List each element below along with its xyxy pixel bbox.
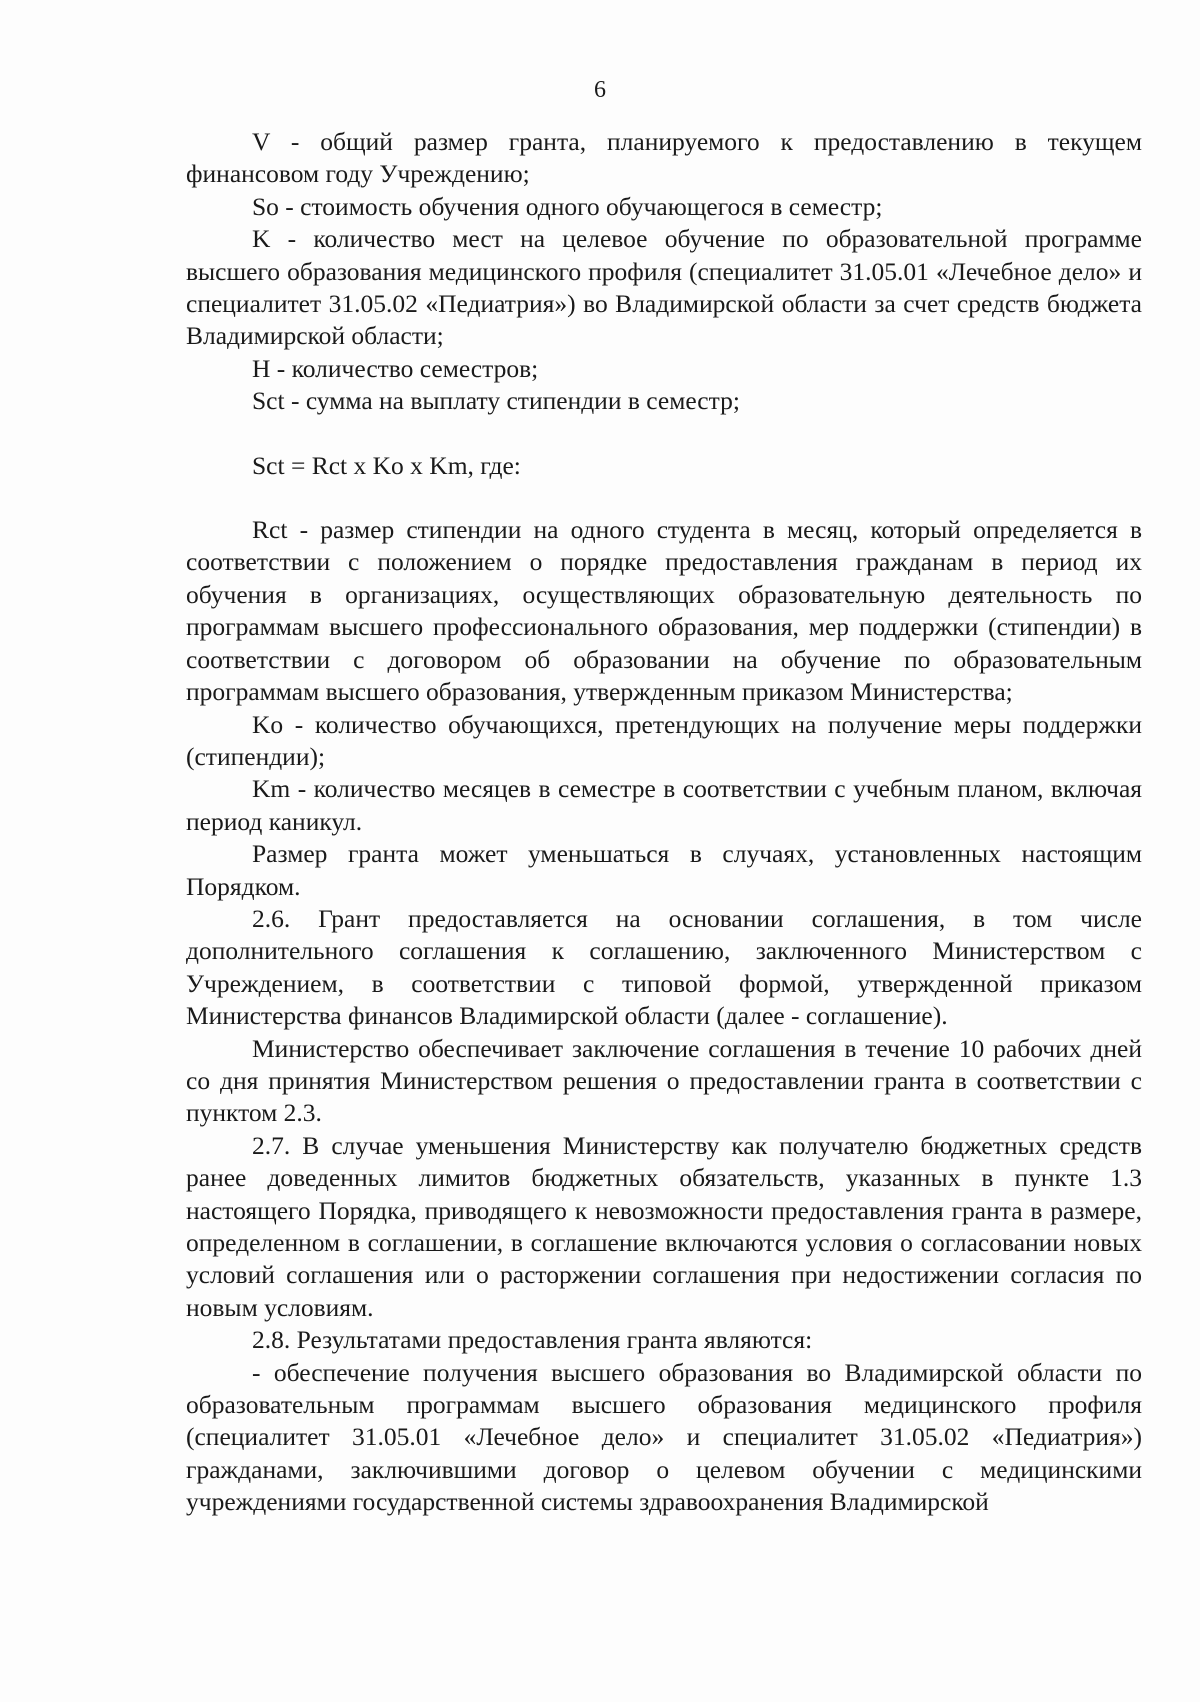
paragraph-k-definition: K - количество мест на целевое обучение по образовательной программе высшего образования медицинского профиля (специалитет 31.05.01 «Лечебное дело» и специалитет 31.05.02 «Педиатрия») во Владимирской области за счет средств бюджета Владимирской области; (186, 224, 1142, 351)
paragraph-ko-definition: Ko - количество обучающихся, претендующих на получение меры поддержки (стипендии); (186, 709, 1142, 771)
formula-sct: Sct = Rct x Ko x Km, где: (252, 450, 521, 480)
page-number: 6 (594, 77, 606, 103)
paragraph-rct-definition: Rct - размер стипендии на одного студента в месяц, который определяется в соответствии с положением о порядке предоставления гражданам в период их обучения в организациях, осуществляющих образовательную деятельность по программам высшего профессионального образования, мер поддержки (стипендии) в соответствии с договором об образовании на обучение по образовательным программам высшего образования, утвержденным приказом Министерства; (186, 515, 1142, 707)
paragraph-2-6: 2.6. Грант предоставляется на основании соглашения, в том числе дополнительного соглашения к соглашению, заключенного Министерством с Учреждением, в соответствии с типовой формой, утвержденной приказом Министерства финансов Владимирской области (далее - соглашение). (186, 903, 1142, 1031)
paragraph-agreement-term: Министерство обеспечивает заключение соглашения в течение 10 рабочих дней со дня принятия Министерством решения о предоставлении гранта в соответствии с пунктом 2.3. (186, 1033, 1142, 1128)
paragraph-km-definition: Km - количество месяцев в семестре в соответствии с учебным планом, включая период каникул. (186, 774, 1142, 836)
paragraph-grant-reduction: Размер гранта может уменьшаться в случаях, установленных настоящим Порядком. (186, 839, 1142, 901)
document-body (186, 126, 1142, 1519)
paragraph-2-8: 2.8. Результатами предоставления гранта являются: (252, 1325, 813, 1355)
paragraph-2-8-item: - обеспечение получения высшего образования во Владимирской области по образовательным программам высшего образования медицинского профиля (специалитет 31.05.01 «Лечебное дело» и специалитет 31.05.02 «Педиатрия») гражданами, заключившими договор о целевом обучении с медицинскими учреждениями государственной системы здравоохранения Владимирской (186, 1357, 1142, 1517)
paragraph-v-definition: V - общий размер гранта, планируемого к предоставлению в текущем финансовом году Учреждению; (186, 127, 1142, 189)
paragraph-2-7: 2.7. В случае уменьшения Министерству как получателю бюджетных средств ранее доведенных лимитов бюджетных обязательств, указанных в пункте 1.3 настоящего Порядка, приводящего к невозможности предоставления гранта в размере, определенном в соглашении, в соглашение включаются условия о согласовании новых условий соглашения или о расторжении соглашения при недостижении согласия по новым условиям. (186, 1130, 1142, 1322)
paragraph-h-definition: H - количество семестров; (252, 353, 539, 383)
paragraph-so-definition: So - стоимость обучения одного обучающегося в семестр; (252, 191, 883, 221)
paragraph-sct-definition: Sct - сумма на выплату стипендии в семестр; (252, 386, 740, 416)
